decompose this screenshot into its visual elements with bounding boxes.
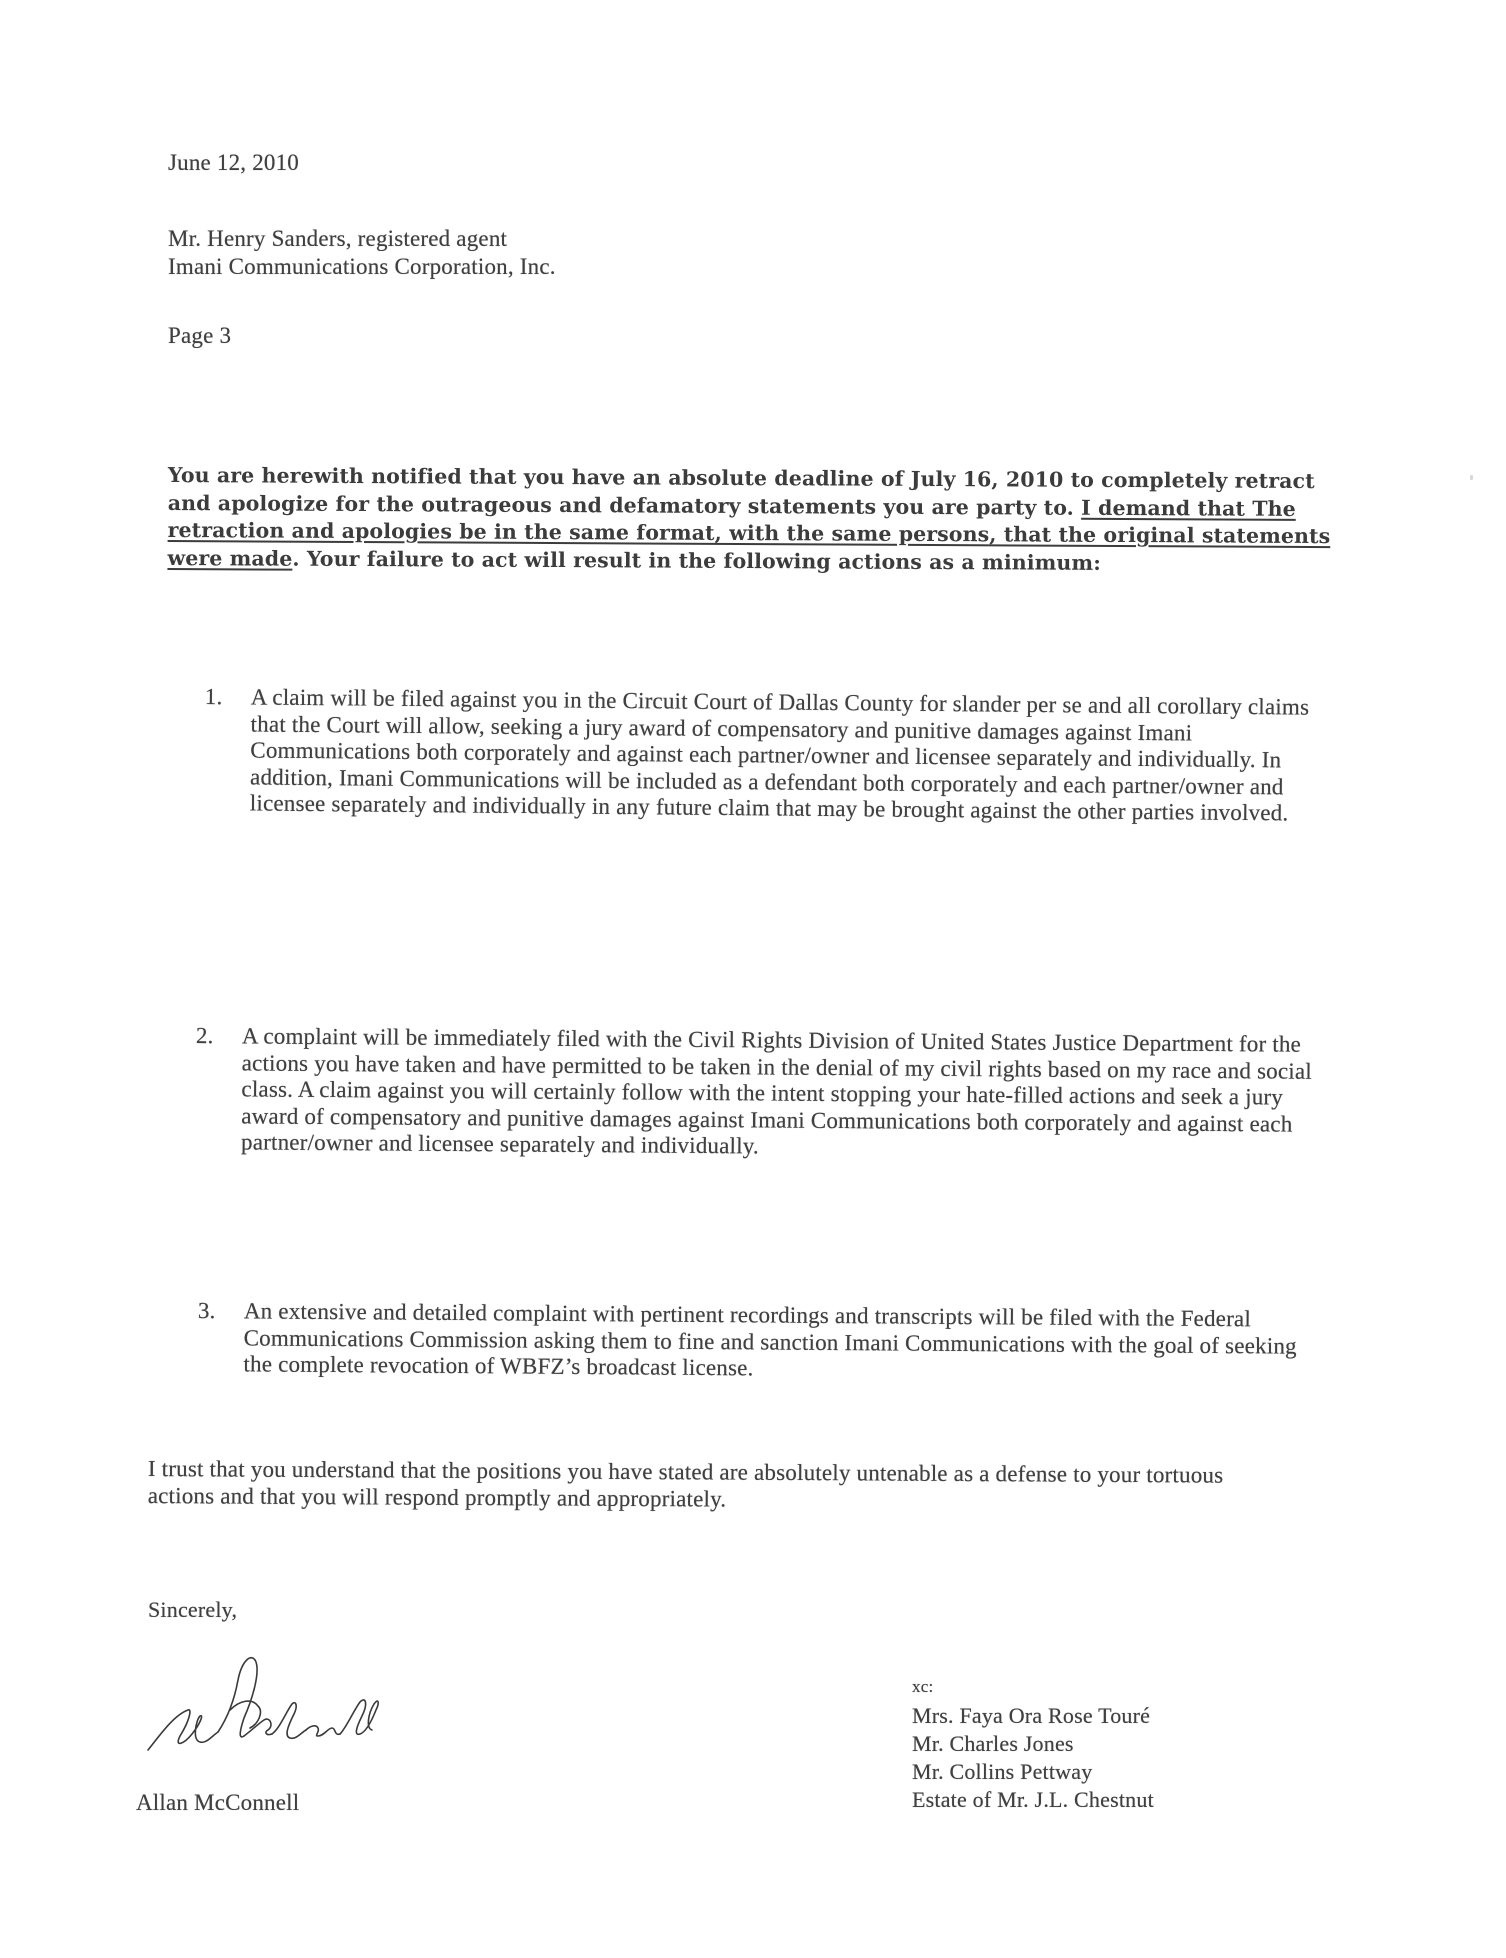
cc-recipient: Mr. Collins Pettway: [912, 1759, 1093, 1784]
signer-name: Allan McConnell: [136, 1790, 300, 1815]
page-number: Page 3: [168, 323, 232, 348]
notice-text-consequence: . Your failure to act will result in the following actions as a minimum:: [292, 546, 1101, 575]
notice-text-intro: You are herewith notified that you have an absolute deadline of July 16, 2010 to completely retract and apologize for the outrageous and defamatory statements you are party to.: [167, 463, 1315, 520]
closing-paragraph: I trust that you understand that the positions you have stated are absolutely untenable as a defense to your tortuous actions and that you will respond promptly and appropriately.: [147, 1456, 1224, 1512]
cc-recipient: Mrs. Faya Ora Rose Touré: [912, 1703, 1151, 1728]
cc-recipient: Estate of Mr. J.L. Chestnut: [912, 1787, 1154, 1812]
list-item-civil-rights-complaint: [194, 1023, 1326, 1232]
list-item-text: A claim will be filed against you in the Circuit Court of Dallas County for slander per se and all corollary claims that the Court will allow, seeking a jury award of compensatory and punitive damages against Imani Communications both corporately and against each partner/owner and licensee separately and individually. In addition, Imani Communications will be included as a defendant both corporately and each partner/owner and licensee separately and individually in any future claim that may be brought against the other parties involved.: [249, 684, 1310, 826]
list-item-circuit-court-claim: [203, 684, 1335, 905]
list-item-text: A complaint will be immediately filed with the Civil Rights Division of United States Justice Department for the actions you have taken and have permitted to be taken in the denial of my civil rights based on my race and social class. A claim against you will certainly follow with the intent stopping your hate-filled actions and seek a jury award of compensatory and punitive damages against Imani Communications both corporately and against each partner/owner and licensee separately and individually.: [240, 1023, 1313, 1159]
recipient-name-line: Mr. Henry Sanders, registered agent: [168, 226, 508, 251]
list-item-number: 2.: [195, 1023, 214, 1049]
recipient-company-line: Imani Communications Corporation, Inc.: [168, 254, 556, 279]
list-item-fcc-complaint: [197, 1298, 1308, 1427]
signature-icon: [140, 1640, 400, 1760]
letter-date: June 12, 2010: [168, 150, 300, 175]
carbon-copy-list: [912, 1676, 1154, 1814]
notice-text-demand-underlined: I demand that The retraction and apologies be in the same format, with the same persons, that the original statements were made: [167, 495, 1331, 571]
deadline-notice-paragraph: [167, 462, 1358, 578]
recipient-address: [168, 225, 556, 281]
list-item-number: 3.: [197, 1298, 216, 1324]
scan-speck: [1470, 475, 1473, 480]
list-item-number: 1.: [204, 684, 223, 710]
carbon-copy-label: xc:: [912, 1677, 934, 1696]
cc-recipient: Mr. Charles Jones: [912, 1731, 1074, 1756]
list-item-text: An extensive and detailed complaint with pertinent recordings and transcripts will be filed with the Federal Communications Commission asking them to fine and sanction Imani Communications with the goal of seeking the complete revocation of WBFZ’s broadcast license.: [243, 1298, 1297, 1381]
valediction: Sincerely,: [148, 1597, 238, 1622]
